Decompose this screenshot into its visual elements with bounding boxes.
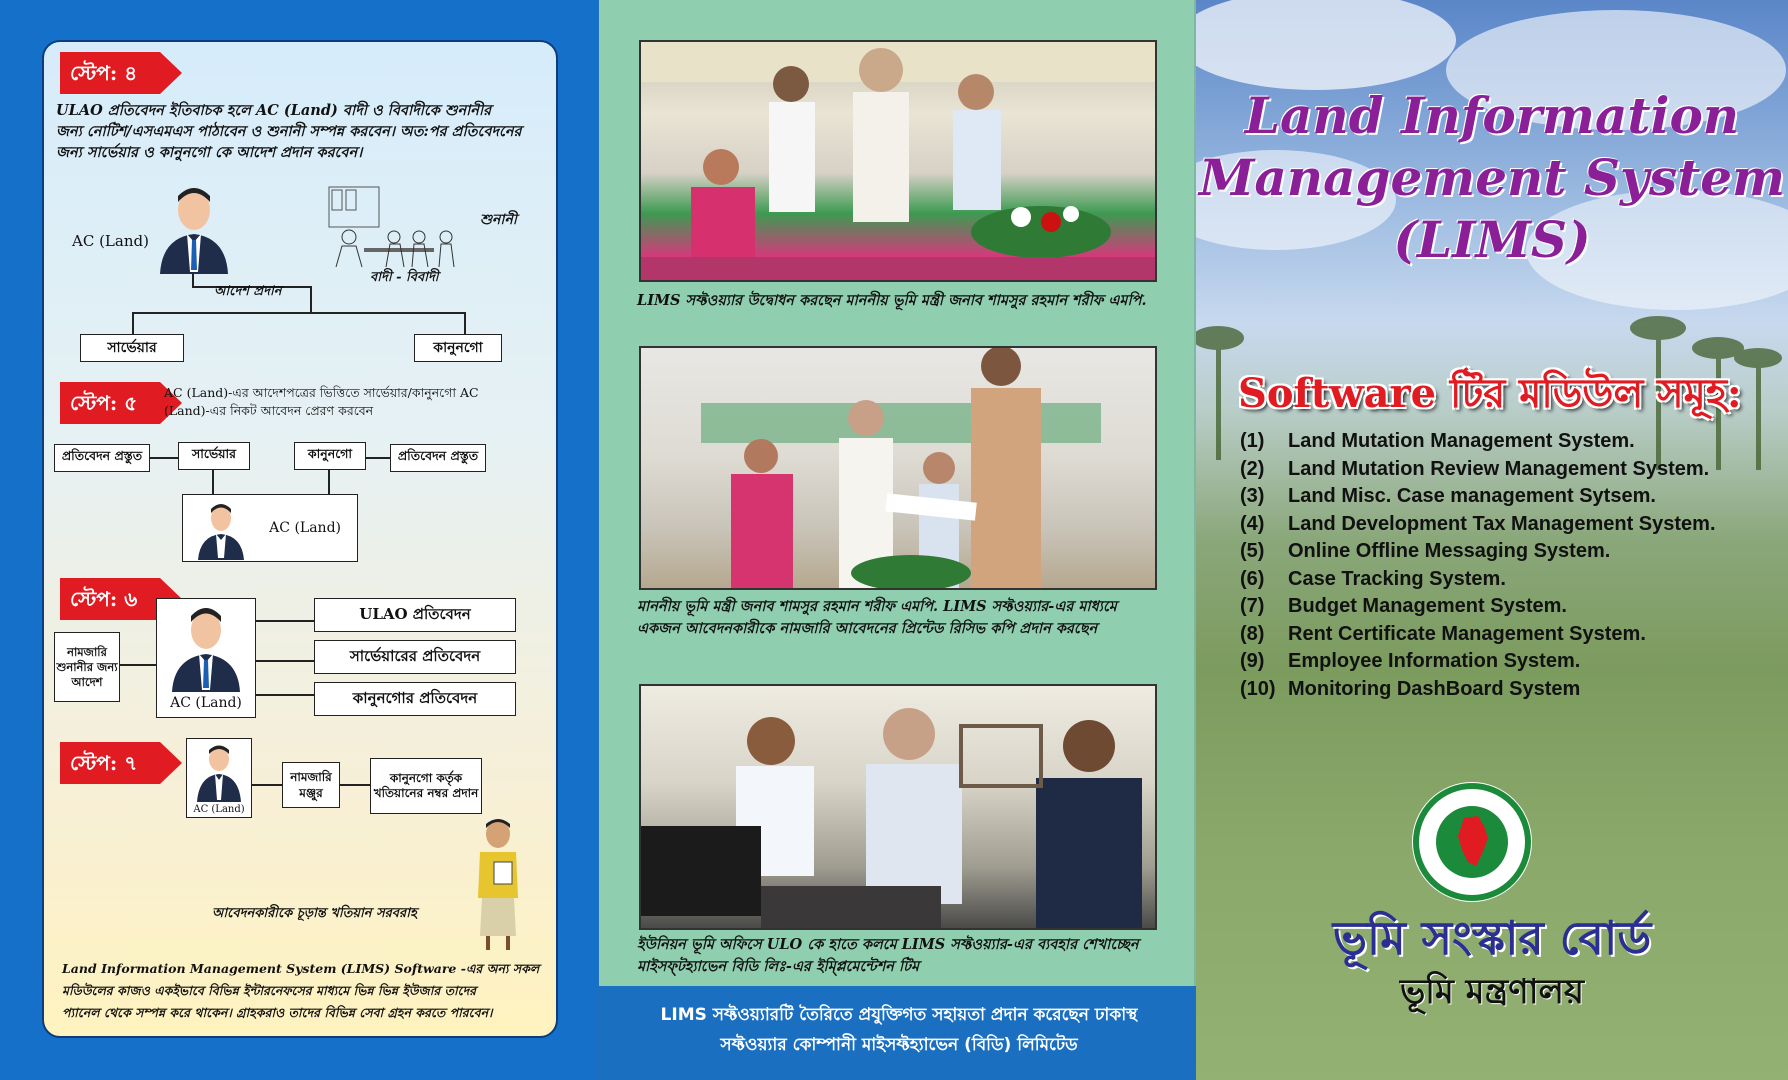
receipt-handover-photo <box>639 346 1157 590</box>
arrow-left <box>256 620 314 622</box>
photo1-caption: LIMS সফ্টওয়্যার উদ্বোধন করছেন মাননীয় ভূমি মন্ত্রী জনাব শামসুর রহমান শরীফ এমপি. <box>637 292 1147 309</box>
step5-text <box>164 384 554 420</box>
module-item <box>1240 650 1580 673</box>
connector <box>212 470 214 494</box>
step4-text <box>56 100 546 163</box>
module-item <box>1240 430 1635 453</box>
module-number: (2) <box>1240 457 1265 480</box>
arrow-left <box>120 664 156 666</box>
khatian-box: কানুনগো কর্তৃক খতিয়ানের নম্বর প্রদান <box>370 758 482 814</box>
module-text: Employee Information System. <box>1288 650 1581 672</box>
module-text: Rent Certificate Management System. <box>1288 622 1646 645</box>
training-photo <box>639 684 1157 930</box>
left-panel <box>0 0 596 1080</box>
module-text: Land Misc. Case management Sytsem. <box>1288 485 1656 507</box>
credits-footer <box>599 986 1199 1080</box>
connector <box>464 312 466 334</box>
credits-line1: LIMS সফ্টওয়্যারটি তৈরিতে প্রযুক্তিগত সহায়তা প্রদান করেছেন ঢাকাস্থ <box>660 1005 1138 1025</box>
middle-panel <box>596 0 1196 1080</box>
training-people-icon <box>641 686 1157 930</box>
arrow-right <box>252 784 282 786</box>
hearing-order-box: নামজারি শুনানীর জন্য আদেশ <box>54 632 120 702</box>
module-number: (10) <box>1240 677 1276 700</box>
arrow-right <box>366 457 390 459</box>
step5-ac-label: AC (Land) <box>269 520 341 536</box>
module-text: Case Tracking System. <box>1288 567 1506 590</box>
connector <box>132 312 466 314</box>
ceremony-people-icon <box>641 42 1157 282</box>
module-number: (5) <box>1240 540 1265 562</box>
step7-label: স্টেপ: ৭ <box>70 751 138 775</box>
officer-avatar-icon <box>194 500 248 560</box>
footer-line3: প্যানেল থেকে সম্পন্ন করে থাকেন। গ্রাহকরাও তাদের বিভিন্ন সেবা গ্রহন করতে পারবেন। <box>62 1005 493 1020</box>
title-line3: (LIMS) <box>1393 210 1591 269</box>
government-seal-logo <box>1410 780 1534 904</box>
step5-surveyor-box: সার্ভেয়ার <box>178 442 250 470</box>
arrow-right <box>340 784 370 786</box>
step7-badge <box>60 742 160 784</box>
module-number: (6) <box>1240 567 1265 590</box>
module-item <box>1240 678 1580 701</box>
inauguration-photo <box>639 40 1157 282</box>
arrow-left <box>256 694 314 696</box>
module-text: Budget Management System. <box>1288 595 1567 617</box>
right-panel <box>1196 0 1788 1080</box>
kanungo-report-box: কানুনগোর প্রতিবেদন <box>314 682 516 716</box>
step4-badge <box>60 52 160 94</box>
step6-label: স্টেপ: ৬ <box>70 587 138 611</box>
photo2-caption-line1: মাননীয় ভূমি মন্ত্রী জনাব শামসুর রহমান শরীফ এমপি. LIMS সফ্টওয়্যার-এর মাধ্যমে <box>637 598 1117 615</box>
card-footer-text <box>62 958 548 1024</box>
photo3-caption-line2: মাইসফ্‌টহ্যাভেন বিডি লিঃ-এর ইম্প্লিমেন্টেশন টিম <box>637 958 920 975</box>
module-number: (8) <box>1240 622 1265 645</box>
arrow-left <box>150 457 178 459</box>
connector <box>328 470 330 494</box>
connector <box>132 312 134 334</box>
module-text: Land Mutation Management System. <box>1288 430 1635 452</box>
photo2-caption <box>637 596 1167 640</box>
handover-people-icon <box>641 348 1157 590</box>
step5-line2: (Land)-এর নিকট আবেদন প্রেরণ করবেন <box>164 403 374 418</box>
step6-badge <box>60 578 160 620</box>
surveyor-box: সার্ভেয়ার <box>80 334 184 362</box>
step5-badge <box>60 382 160 424</box>
module-number: (3) <box>1240 485 1265 507</box>
officer-avatar-icon <box>166 602 246 692</box>
final-delivery-label: আবেদনকারীকে চূড়ান্ত খতিয়ান সরবরাহ <box>212 906 417 921</box>
order-label: আদেশ প্রদান <box>214 284 282 299</box>
module-text: Online Offline Messaging System. <box>1288 540 1611 562</box>
module-item <box>1240 458 1709 481</box>
hearing-illustration-icon <box>324 182 464 272</box>
step5-kanungo-box: কানুনগো <box>294 442 366 470</box>
steps-card <box>42 40 558 1038</box>
module-item <box>1240 595 1567 618</box>
module-item <box>1240 568 1506 591</box>
credits-line2: সফ্টওয়্যার কোম্পানী মাইসফ্টহ্যাভেন (বিডি) লিমিটেড <box>720 1035 1078 1055</box>
module-item <box>1240 513 1716 536</box>
photo3-caption-line1: ইউনিয়ন ভূমি অফিসে ULO কে হাতে কলমে LIMS সফ্টওয়্যার-এর ব্যবহার শেখাচ্ছেন <box>637 936 1139 953</box>
module-text: Land Development Tax Management System. <box>1288 512 1716 535</box>
step5-label: স্টেপ: ৫ <box>70 391 138 415</box>
footer-line1: Land Information Management System (LIMS) Software -এর অন্য সকল <box>62 961 540 976</box>
step4-line1: ULAO প্রতিবেদন ইতিবাচক হলে AC (Land) বাদী ও বিবাদীকে শুনানীর <box>56 102 492 119</box>
report-prepare-right-box: প্রতিবেদন প্রস্তুত <box>390 444 486 472</box>
ministry-name: ভূমি মন্ত্রণালয় <box>1399 972 1585 1012</box>
kanungo-box: কানুনগো <box>414 334 502 362</box>
arrow-left <box>256 660 314 662</box>
photo3-caption <box>637 934 1167 978</box>
applicant-figure-icon <box>468 818 528 952</box>
module-item <box>1240 540 1610 563</box>
title-line1: Land Information <box>1244 86 1740 145</box>
footer-line2: মডিউলের কাজও একইভাবে বিভিন্ন ইন্টারনেফসের মাধ্যমে ভিন্ন ভিন্ন ইউজার তাদের <box>62 983 477 998</box>
module-text: Monitoring DashBoard System <box>1288 677 1581 700</box>
step4-line3: জন্য সার্ভেয়ার ও কানুনগো কে আদেশ প্রদান করবেন। <box>56 144 363 161</box>
approve-box: নামজারি মঞ্জুর <box>282 762 340 808</box>
officer-avatar-icon <box>194 742 244 802</box>
modules-heading: Software টির মডিউল সমূহ: <box>1238 370 1742 417</box>
step7-ac-label: AC (Land) <box>193 804 245 815</box>
module-number: (1) <box>1240 430 1265 452</box>
step5-line1: AC (Land)-এর আদেশপত্রের ভিত্তিতে সার্ভেয়ার/কানুনগো AC <box>164 385 479 400</box>
module-number: (7) <box>1240 595 1265 617</box>
module-item <box>1240 485 1656 508</box>
surveyor-report-box: সার্ভেয়ারের প্রতিবেদন <box>314 640 516 674</box>
connector <box>310 286 312 314</box>
title-line2: Management System <box>1199 148 1785 207</box>
ulao-report-box: ULAO প্রতিবেদন <box>314 598 516 632</box>
officer-avatar-icon <box>154 182 234 274</box>
photo2-caption-line2: একজন আবেদনকারীকে নামজারি আবেদনের প্রিন্টেড রিসিভ কপি প্রদান করছেন <box>637 620 1098 637</box>
module-number: (4) <box>1240 512 1265 535</box>
module-number: (9) <box>1240 650 1265 672</box>
connector <box>192 274 194 286</box>
hearing-label: শুনানী <box>480 212 517 228</box>
step4-ac-label: AC (Land) <box>72 232 149 250</box>
module-item <box>1240 623 1646 646</box>
step4-label: স্টেপ: ৪ <box>70 61 138 85</box>
report-prepare-left-box: প্রতিবেদন প্রস্তুত <box>54 444 150 472</box>
step6-ac-label: AC (Land) <box>170 695 242 711</box>
step4-line2: জন্য নোটিশ/এসএমএস পাঠাবেন ও শুনানী সম্পন্ন করবেন। অত:পর প্রতিবেদনের <box>56 123 522 140</box>
parties-label: বাদী - বিবাদী <box>370 270 439 285</box>
module-text: Land Mutation Review Management System. <box>1288 457 1710 480</box>
board-name: ভূমি সংস্কার বোর্ড <box>1332 911 1652 965</box>
